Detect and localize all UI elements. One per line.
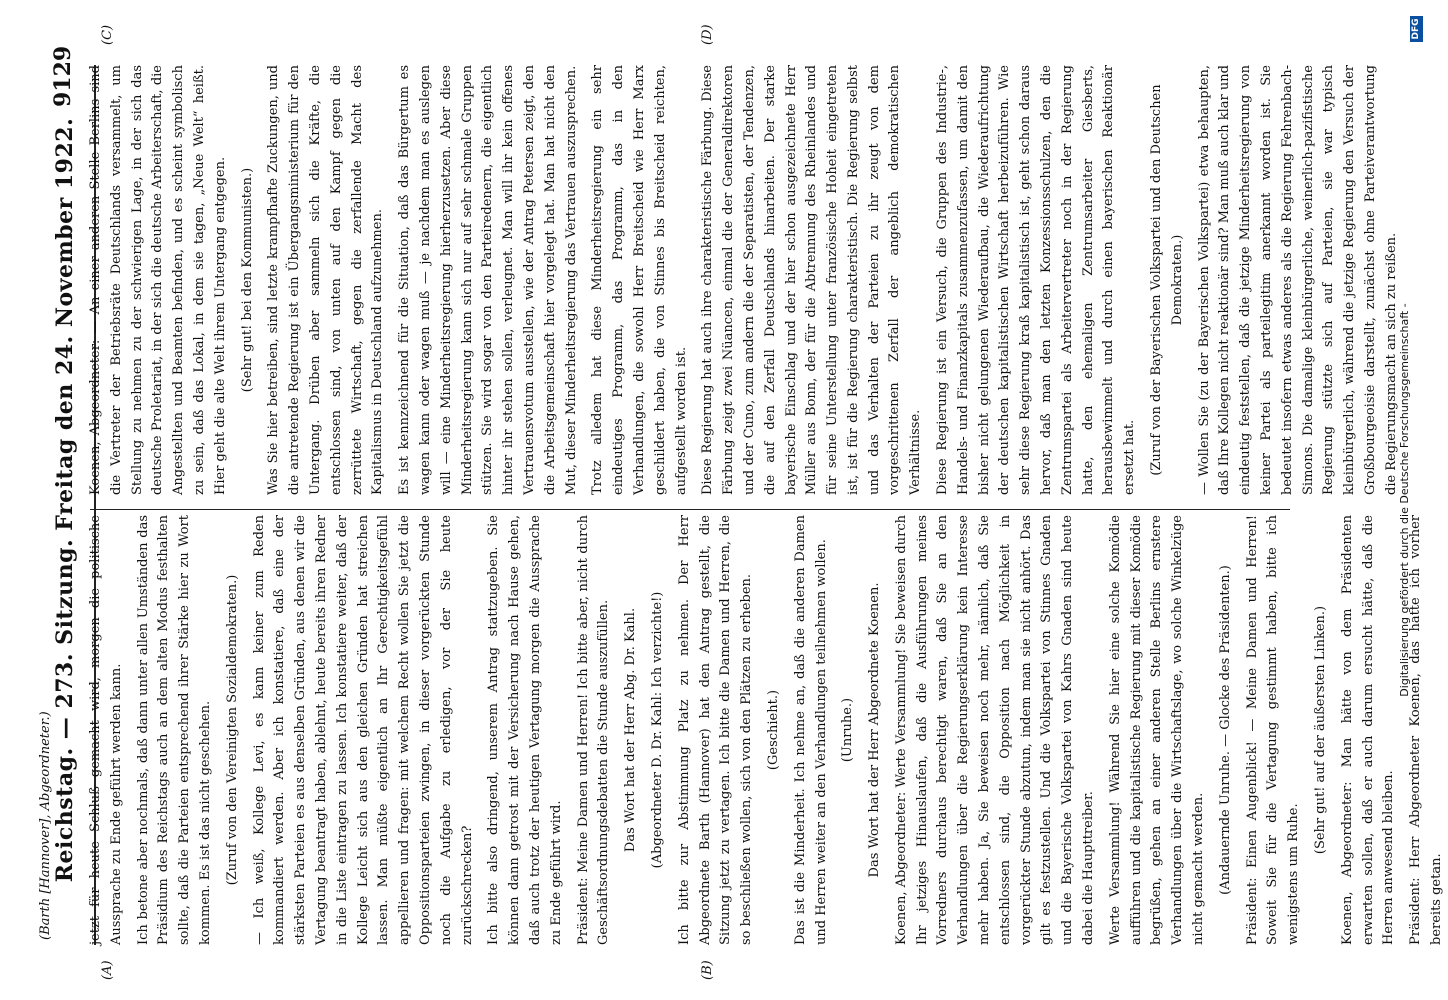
right-column-paragraph: (Zuruf von der Bayerischen Volkspartei und den Deutschen Demokraten.) [1149, 84, 1185, 476]
margin-mark-c: (C) [100, 24, 115, 45]
margin-mark-b: (B) [700, 960, 715, 980]
right-column-paragraph: — Wollen Sie (zu der Bayerischen Volkspartei) etwa behaupten, daß Ihre Kollegen nicht reaktionär sind? Man muß auch klar und eindeutig feststellen, daß die jetzige Minderheitsregierung von keiner Partei als parteilegitim anerkannt worden ist. Sie bedeutet insofern etwas anderes als die Regierung Fehrenbach-Simons. Die damalige kleinbürgerliche, weinerlich-pazifistische Regierung stützte sich auf Parteien, sie war typisch kleinbürgerlich, während die jetzige Regierung den Versuch der Großbourgeoisie darstellt, zunächst ohne Parteiverantwortung die Regierungsmacht an sich zu reißen. [1196, 65, 1399, 495]
left-column [86, 515, 1445, 945]
right-column-paragraph: Trotz alledem hat diese Minderheitsregierung ein sehr eindeutiges Programm, das Programm, das in den Verhandlungen, die sowohl Herr Breitscheid wie Herr Marx geschildert haben, die von Stinnes bis Breitscheid reichten, aufgestellt worden ist. [590, 65, 689, 495]
speaker-hint: (Barth [Hannover], Abgeordneter.) [38, 711, 53, 940]
left-column-paragraph: (Abgeordneter D. Dr. Kahl: Ich verzichte!) [649, 591, 665, 869]
left-column-paragraph: (Unruhe.) [840, 697, 856, 763]
right-column-paragraph: (Sehr gut! bei den Kommunisten.) [239, 167, 255, 393]
left-column-paragraph: Das Wort hat der Herr Abgeordnete Koenen. [867, 582, 883, 878]
left-column-paragraph: — Ich weiß, Kollege Levi, es kann keiner zum Reden kommandiert werden. Aber ich konstatiere, daß eine der stärksten Parteien es aus denselben Gründen, aus denen wir die Vertagung beantragt haben, ablehnt, heute bereits ihren Redner in die Liste eintragen zu lassen. Ich konstatiere weiter, daß der Kollege Leicht sich aus den gleichen Gründen hat streichen lassen. Man müßte eigentlich an Ihr Gerechtigkeitsgefühl appellieren und fragen: mit welchem Recht wollen Sie jetzt die Oppositionsparteien zwingen, in dieser vorgerückten Stunde noch die Aufgabe zu erledigen, vor der Sie heute zurückschrecken? [251, 515, 475, 945]
left-column-paragraph: Präsident: Einen Augenblick! — Meine Damen und Herren! Soweit Sie für die Vertagung gestimmt haben, bitte ich wenigstens um Ruhe. [1244, 515, 1302, 945]
dfg-logo: DFG [1410, 16, 1423, 42]
left-column-paragraph: Ich bitte zur Abstimmung Platz zu nehmen. Der Herr Abgeordnete Barth (Hannover) hat den Antrag gestellt, die Sitzung jetzt zu vertagen. Ich bitte die Damen und Herren, die so beschließen wollen, sich von den Plätzen zu erheben. [676, 515, 755, 945]
page-title: Reichstag. — 273. Sitzung. Freitag den 24. November 1922. [52, 117, 78, 883]
right-column-paragraph: Diese Regierung hat auch ihre charakteristische Färbung. Diese Färbung zeigt zwei Nüancen, einmal die der Generaldirektoren und der Cuno, zum andern die der Separatisten, der Tendenzen, die auf den Zerfall Deutschlands hinarbeiten. Der starke bayerische Einschlag und der hier schon ausgezeichnete Herr Müller aus Bonn, der für die Abtrennung des Rheinlandes und für seine Unterstellung unter französische Hoheit eingetreten ist, ist für die Regierung charakteristisch. Die Regierung selbst und das Verhalten der Parteien zu ihr zeugt von dem vorgeschrittenen Zerfall der angeblich demokratischen Verhältnisse. [700, 65, 924, 495]
left-column-paragraph: Präsident: Meine Damen und Herren! Ich bitte aber, nicht durch Geschäftsordnungsdebatten die Stunde auszufüllen. [575, 515, 612, 945]
right-column-paragraph: Was Sie hier betreiben, sind letzte krampfhafte Zuckungen, und die antretende Regierung ist ein Übergangsministerium für den Untergang. Drüben aber sammeln sich die Kräfte, die entschlossen sind, von unten auf den Kampf gegen die zerrüttete Wirtschaft, gegen die zerfallende Macht des Kapitalismus in Deutschland aufzunehmen. [266, 65, 386, 495]
margin-mark-a: (A) [100, 960, 115, 980]
left-column-paragraph: Das Wort hat der Herr Abg. Dr. Kahl. [623, 607, 639, 853]
left-column-paragraph: (Geschieht.) [765, 689, 781, 771]
column-divider [90, 509, 1290, 510]
left-column-paragraph: (Zuruf von den Vereinigten Sozialdemokraten.) [224, 574, 240, 886]
right-column-paragraph: Koenen, Abgeordneter: — An einer anderen Stelle Berlins sind die Vertreter der Betriebsräte Deutschlands versammelt, um Stellung zu nehmen zu der schwierigen Lage, in der sich das deutsche Proletariat, in der sich die deutsche Arbeiterschaft, die Angestellten und Beamten befinden, und es scheint symbolisch zu sein, daß das Lokal, in dem sie tagen, „Neue Welt“ heißt. Hier geht die alte Welt ihrem Untergang entgegen. [88, 65, 228, 495]
right-column [86, 65, 1399, 495]
right-column-paragraph: Diese Regierung ist ein Versuch, die Gruppen des Industrie-, Handels- und Finanzkapitals zusammenzufassen, um damit den bisher nicht gelungenen Wiederaufbau, die Wiederaufrichtung der deutschen kapitalistischen Wirtschaft herbeizuführen. Wie sehr diese Regierung kraß kapitalistisch ist, geht schon daraus hervor, daß man den letzten Konzessionsschulzen, den die Zentrumspartei als Arbeitervertreter noch in der Regierung hatte, den ehemaligen Zentrumsarbeiter Giesberts, herausbewimmelt und durch einen bayerischen Reaktionär ersetzt hat. [935, 65, 1138, 495]
right-column-paragraph: Es ist kennzeichnend für die Situation, daß das Bürgertum es wagen kann oder wagen muß — je nachdem man es auslegen will — eine Minderheitsregierung hierherzusetzen. Aber diese Minderheitsregierung kann sich nur auf sehr schmale Gruppen stützen. Sie wird sogar von den Parteiredenern, die eigentlich hinter ihr stehen sollen, verleugnet. Man will ihr kein offenes Vertrauensvotum ausstellen, wie der Antrag Petersen zeigt, den die Arbeitsgemeinschaft hier vorgelegt hat. Man hat nicht den Mut, dieser Minderheitsregierung das Vertrauen auszusprechen. [397, 65, 579, 495]
digitization-credit: Digitalisierung gefördert durch die Deutsche Forschungsgemeinschaft - [1398, 303, 1411, 697]
left-column-paragraph: Präsident: Herr Abgeordneter Koenen, das hatte ich vorher bereits getan. [1408, 515, 1445, 945]
left-column-paragraph: Ich bitte also dringend, unserem Antrag stattzugeben. Sie können dann getrost mit der Versicherung nach Hause gehen, daß auch trotz der heutigen Vertagung morgen die Aussprache zu Ende geführt wird. [486, 515, 564, 945]
margin-mark-d: (D) [700, 24, 715, 45]
left-column-paragraph: jetzt für heute Schluß gemacht wird, morgen die politische Aussprache zu Ende geführt werden kann. [88, 515, 124, 945]
left-column-paragraph: Koenen, Abgeordneter: Werte Versammlung! Sie beweisen durch Ihr jetziges Hinauslaufen, daß die Ausführungen meines Vorredners durchaus berechtigt waren, daß Sie an den Verhandlungen über die Regierungserklärung kein Interesse mehr haben. Ja, Sie beweisen noch mehr, nämlich, daß Sie entschlossen sind, die Opposition nach Möglichkeit in vorgerückter Stunde abzutun, indem man sie nicht anhört. Das gilt es festzustellen. Und die Volkspartei von Stinnes Gnaden und die Bayerische Volkspartei von Kahrs Gnaden sind heute dabei die Haupttreiber. [893, 515, 1097, 945]
left-column-paragraph: (Andauernde Unruhe. — Glocke des Präsidenten.) [1217, 565, 1233, 895]
left-column-paragraph: (Sehr gut! auf der äußersten Linken.) [1313, 605, 1329, 855]
left-column-paragraph: Ich betone aber nochmals, daß dann unter allen Umständen das Präsidium des Reichstags auch an dem alten Modus festhalten sollte, daß die Parteien entsprechend ihrer Stärke hier zu Wort kommen. Es ist das nicht geschehen. [135, 515, 213, 945]
left-column-paragraph: Werte Versammlung! Während Sie hier eine solche Komödie aufführen und die kapitalistische Regierung mit dieser Komödie begrüßen, gehen an einer anderen Stelle Berlins ernstere Verhandlungen über die Wirtschaftslage, wo solche Winkelzüge nicht gemacht werden. [1107, 515, 1207, 945]
page-header [18, 0, 80, 1000]
left-column-paragraph: Koenen, Abgeordneter: Man hätte von dem Präsidenten erwarten sollen, daß er auch darum ersucht hätte, daß die Herren anwesend bleiben. [1339, 515, 1397, 945]
left-column-paragraph: Das ist die Minderheit. Ich nehme an, daß die anderen Damen und Herren weiter an den Verhandlungen teilnehmen wollen. [792, 515, 829, 945]
page-number: 9129 [50, 45, 76, 107]
